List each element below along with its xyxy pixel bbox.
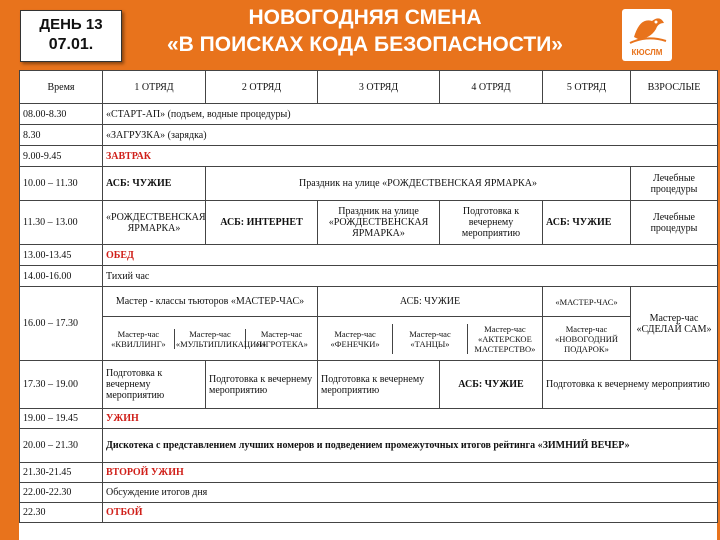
date-label: 07.01. [48, 36, 94, 53]
table-row [20, 463, 718, 483]
table-row [20, 125, 718, 146]
activity-cell: Мастер-час «НОВОГОДНИЙ ПОДАРОК» [543, 317, 631, 361]
col-otryad-5: 5 ОТРЯД [543, 71, 631, 104]
activity-cell: АСБ: ЧУЖИЕ [318, 287, 543, 317]
day-date-box [20, 10, 122, 62]
table-row [20, 201, 718, 245]
time-cell: 9.00-9.45 [20, 146, 103, 167]
activity-cell: Подготовка к вечернему мероприятию [206, 361, 318, 409]
time-cell: 17.30 – 19.00 [20, 361, 103, 409]
activity-cell: ВТОРОЙ УЖИН [103, 463, 718, 483]
activity-cell: Праздник на улице «РОЖДЕСТВЕНСКАЯ ЯРМАРКА» [206, 167, 631, 201]
time-cell: 08.00-8.30 [20, 104, 103, 125]
table-row [20, 409, 718, 429]
activity-cell: Мастер-час «ТАНЦЫ» [393, 324, 468, 354]
time-cell: 14.00-16.00 [20, 266, 103, 287]
activity-cell: Мастер - классы тьюторов «МАСТЕР-ЧАС» [103, 287, 318, 317]
time-cell: 22.30 [20, 503, 103, 523]
activity-cell: Подготовка к вечернему мероприятию [440, 201, 543, 245]
activity-cell: «ЗАГРУЗКА» (зарядка) [103, 125, 718, 146]
time-cell: 21.30-21.45 [20, 463, 103, 483]
activity-cell: ЗАВТРАК [103, 146, 718, 167]
activity-cell: Подготовка к вечернему мероприятию [318, 361, 440, 409]
activity-cell: Обсуждение итогов дня [103, 483, 718, 503]
title-line-1: НОВОГОДНЯЯ СМЕНА [248, 6, 482, 29]
time-cell: 20.00 – 21.30 [20, 429, 103, 463]
activity-cell: Подготовка к вечернему мероприятию [103, 361, 206, 409]
activity-cell: Лечебные процедуры [631, 167, 718, 201]
col-otryad-2: 2 ОТРЯД [206, 71, 318, 104]
time-cell: 22.00-22.30 [20, 483, 103, 503]
schedule-sheet [19, 70, 717, 540]
time-cell: 19.00 – 19.45 [20, 409, 103, 429]
activity-cell: АСБ: ИНТЕРНЕТ [206, 201, 318, 245]
logo-text: КЮСЛМ [631, 48, 663, 57]
table-row [20, 104, 718, 125]
activity-cell: ОБЕД [103, 245, 718, 266]
activity-cell: ОТБОЙ [103, 503, 718, 523]
activity-cell: Мастер-час «ИГРОТЕКА» [246, 329, 317, 349]
col-otryad-4: 4 ОТРЯД [440, 71, 543, 104]
activity-cell: «МАСТЕР-ЧАС» [543, 287, 631, 317]
activity-cell: Мастер-час «АКТЕРСКОЕ МАСТЕРСТВО» [467, 324, 542, 354]
activity-cell: Лечебные процедуры [631, 201, 718, 245]
activity-cell: Мастер-час «СДЕЛАЙ САМ» [631, 287, 718, 361]
activity-cell: Праздник на улице «РОЖДЕСТВЕНСКАЯ ЯРМАРКА» [318, 201, 440, 245]
table-row [20, 266, 718, 287]
time-cell: 10.00 – 11.30 [20, 167, 103, 201]
table-row [20, 503, 718, 523]
col-otryad-1: 1 ОТРЯД [103, 71, 206, 104]
table-row [20, 287, 718, 317]
masterclass-group [318, 317, 543, 361]
activity-cell: «СТАРТ-АП» (подъем, водные процедуры) [103, 104, 718, 125]
table-row [20, 429, 718, 463]
masterclass-subtable [103, 329, 317, 349]
activity-cell: Мастер-час «КВИЛЛИНГ» [111, 328, 166, 349]
activity-cell: УЖИН [103, 409, 718, 429]
activity-cell: АСБ: ЧУЖИЕ [440, 361, 543, 409]
activity-cell: Мастер-час «МУЛЬТИПЛИКАЦИЯ» [175, 328, 267, 349]
time-cell: 16.00 – 17.30 [20, 287, 103, 361]
col-time: Время [20, 71, 103, 104]
time-cell: 8.30 [20, 125, 103, 146]
table-row [20, 483, 718, 503]
bird-icon [622, 9, 672, 49]
table-row [20, 317, 718, 361]
table-row [20, 146, 718, 167]
activity-cell: АСБ: ЧУЖИЕ [543, 201, 631, 245]
activity-cell: «РОЖДЕСТВЕНСКАЯ ЯРМАРКА» [103, 201, 206, 245]
camp-logo [622, 9, 672, 61]
table-row [20, 167, 718, 201]
activity-cell: Тихий час [103, 266, 718, 287]
activity-cell: Дискотека с представлением лучших номеров и подведением промежуточных итогов рейтинга «ЗИМНИЙ ВЕЧЕР» [103, 429, 718, 463]
col-otryad-3: 3 ОТРЯД [318, 71, 440, 104]
col-adults: ВЗРОСЛЫЕ [631, 71, 718, 104]
activity-cell: Подготовка к вечернему мероприятию [543, 361, 718, 409]
schedule-table [19, 70, 718, 523]
masterclass-subtable [318, 324, 542, 354]
table-row [20, 245, 718, 266]
time-cell: 11.30 – 13.00 [20, 201, 103, 245]
title-line-2: «В ПОИСКАХ КОДА БЕЗОПАСНОСТИ» [167, 33, 563, 56]
table-row [20, 361, 718, 409]
day-label: ДЕНЬ 13 [39, 16, 103, 33]
header-row [20, 71, 718, 104]
activity-cell: АСБ: ЧУЖИЕ [103, 167, 206, 201]
time-cell: 13.00-13.45 [20, 245, 103, 266]
activity-cell: Мастер-час «ФЕНЕЧКИ» [330, 328, 380, 349]
masterclass-group [103, 317, 318, 361]
page-title [130, 4, 600, 58]
